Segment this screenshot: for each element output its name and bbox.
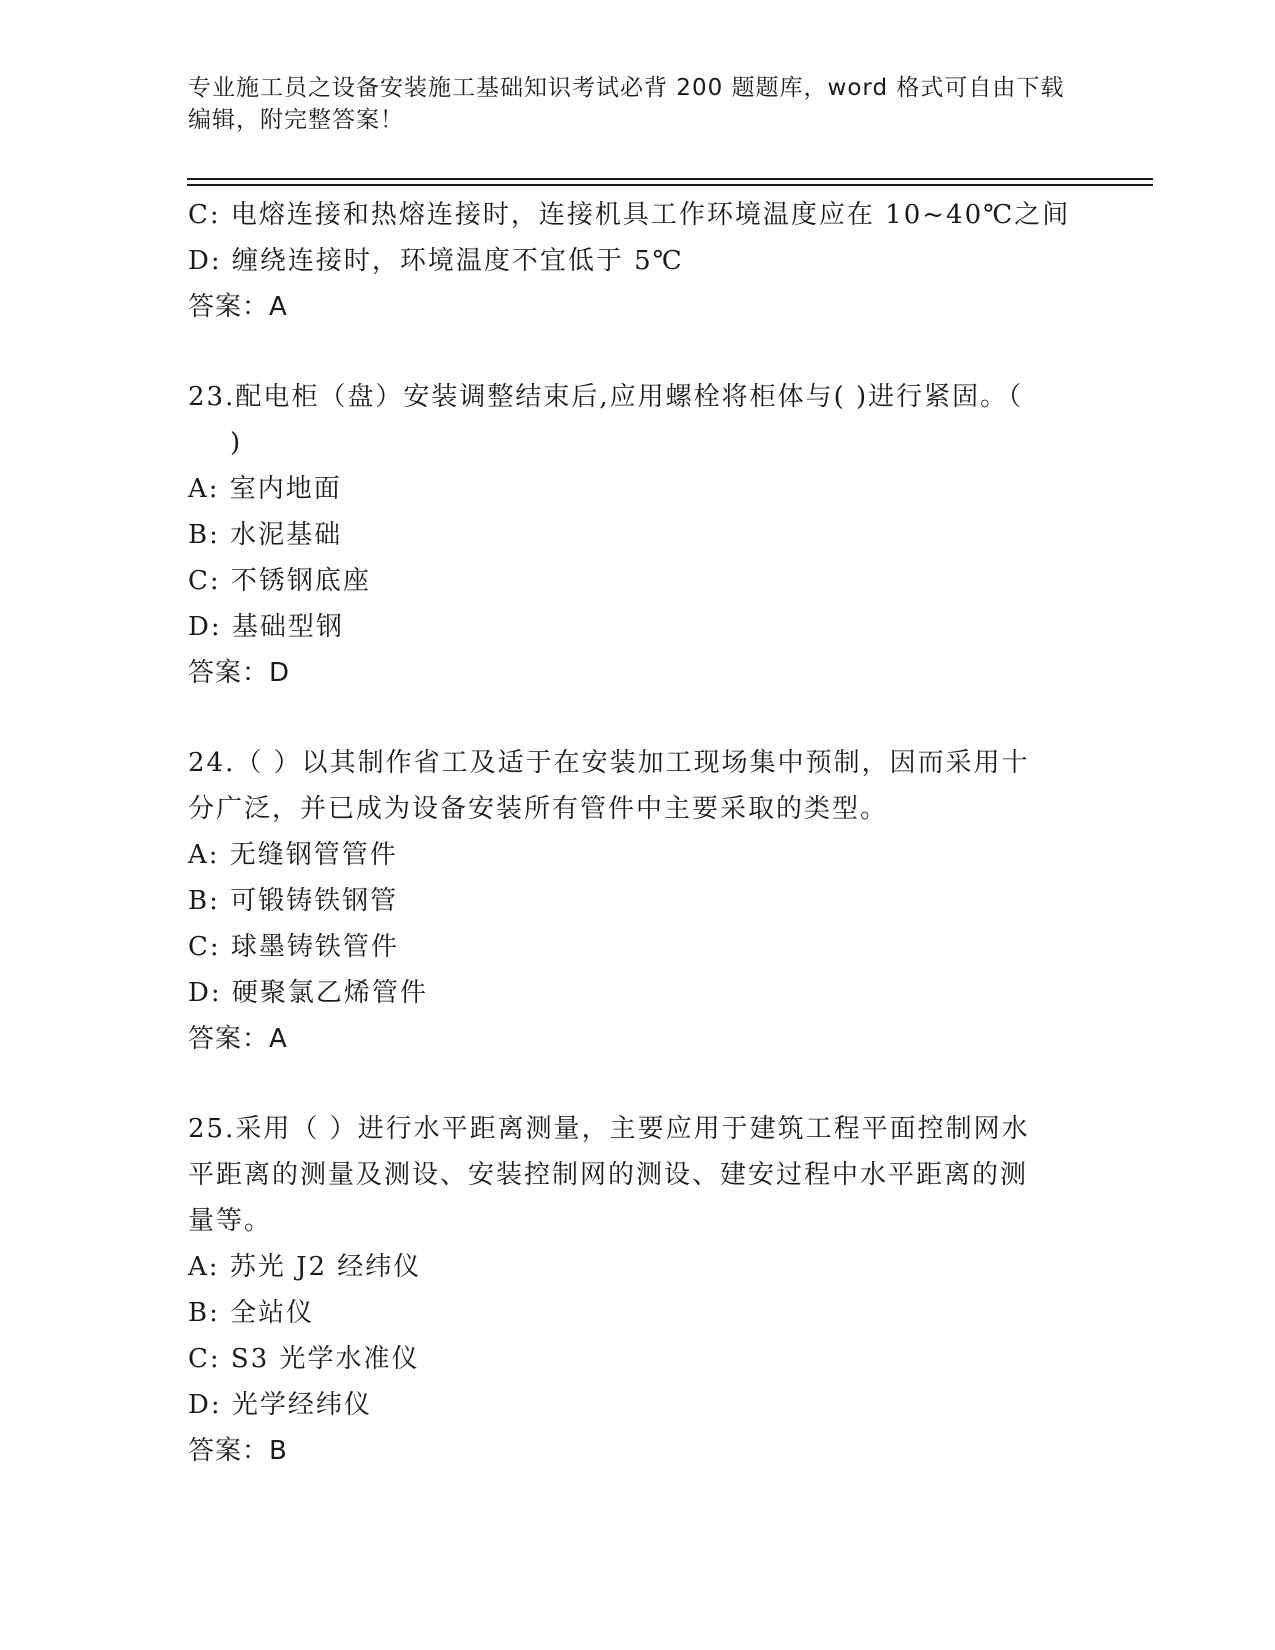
option-b: B: 可锻铸铁钢管 [188,886,399,916]
answer-line: 答案：A [188,1024,288,1054]
spacer [188,696,1078,740]
question-text-line-2: ) [230,428,243,458]
question-text-line-2: 平距离的测量及测设、安装控制网的测设、建安过程中水平距离的测 [188,1160,1029,1190]
spacer [188,330,1078,374]
header-divider-bottom [187,184,1153,186]
question-25 [188,1106,1078,1474]
option-d: D: 硬聚氯乙烯管件 [188,978,428,1008]
question-text-line-2: 分广泛，并已成为设备安装所有管件中主要采取的类型。 [188,794,889,824]
option-a: A: 苏光 J2 经纬仪 [188,1252,422,1282]
header-title-line-1: 专业施工员之设备安装施工基础知识考试必背 200 题题库，word 格式可自由下载 [188,75,1065,101]
answer-line: 答案：D [188,658,291,688]
option-c: C: 球墨铸铁管件 [188,932,399,962]
option-c: C: 电熔连接和热熔连接时，连接机具工作环境温度应在 10~40℃之间 [188,200,1071,230]
question-text-line-1: 23.配电柜（盘）安装调整结束后,应用螺栓将柜体与( )进行紧固。（ [188,382,1024,412]
header-title-line-2: 编辑，附完整答案！ [188,107,404,133]
option-d: D: 缠绕连接时，环境温度不宜低于 5℃ [188,246,684,276]
header-divider-top [187,178,1153,180]
question-text-line-1: 24.（ ）以其制作省工及适于在安装加工现场集中预制，因而采用十 [188,748,1030,778]
document-body [188,192,1078,1474]
answer-line: 答案：A [188,292,288,322]
option-d: D: 基础型钢 [188,612,344,642]
option-d: D: 光学经纬仪 [188,1390,372,1420]
option-a: A: 室内地面 [188,474,342,504]
option-b: B: 全站仪 [188,1298,315,1328]
option-b: B: 水泥基础 [188,520,343,550]
answer-line: 答案：B [188,1436,288,1466]
document-header [188,72,1068,136]
question-22-continued [188,192,1078,330]
question-24 [188,740,1078,1062]
spacer [188,1062,1078,1106]
question-text-line-1: 25.采用（ ）进行水平距离测量，主要应用于建筑工程平面控制网水 [188,1114,1030,1144]
option-a: A: 无缝钢管管件 [188,840,398,870]
option-c: C: S3 光学水准仪 [188,1344,420,1374]
question-23 [188,374,1078,696]
question-text-line-3: 量等。 [188,1206,273,1236]
option-c: C: 不锈钢底座 [188,566,371,596]
